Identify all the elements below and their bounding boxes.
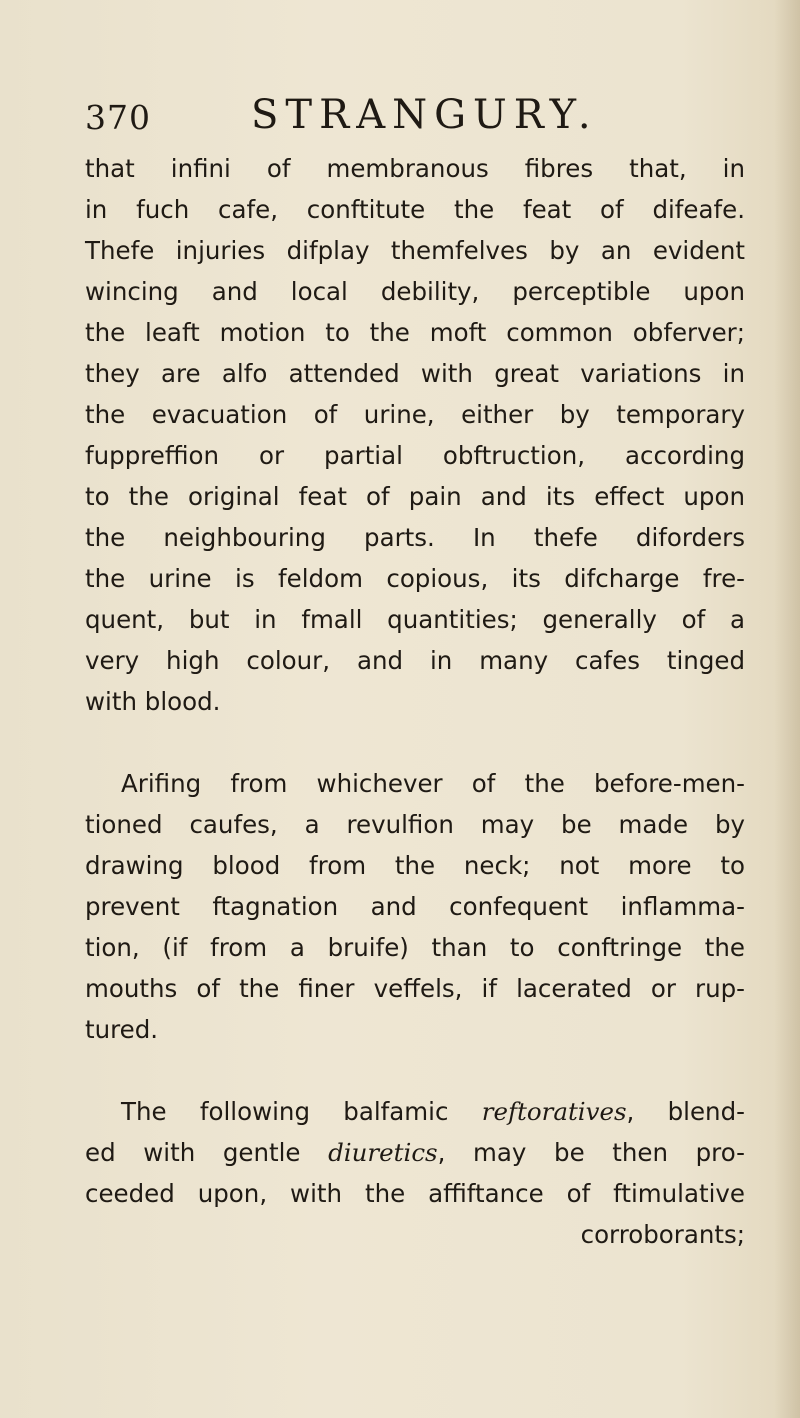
text-line: tured. — [85, 1015, 159, 1044]
text-line: mouths of the finer veffels, if lacerated or rup- — [85, 974, 745, 1003]
page-header — [85, 92, 745, 142]
page-edge-shadow — [774, 0, 800, 1418]
body-text — [85, 148, 745, 1255]
text-line: that infini of membranous fibres that, in — [85, 154, 745, 183]
text-line: the leaft motion to the moft common obferver; — [85, 318, 745, 347]
text-line: Thefe injuries difplay themfelves by an evident — [85, 236, 745, 265]
text-line: the neighbouring parts. In thefe diforders — [85, 523, 745, 552]
text-line: the evacuation of urine, either by temporary — [85, 400, 745, 429]
text-line: drawing blood from the neck; not more to — [85, 851, 745, 880]
text-line: wincing and local debility, perceptible upon — [85, 277, 745, 306]
text-line: prevent ftagnation and confequent inflamma- — [85, 892, 745, 921]
text-line: they are alfo attended with great variations in — [85, 359, 745, 388]
text-line: quent, but in fmall quantities; generally of a — [85, 605, 745, 634]
text-line: in fuch cafe, conftitute the feat of difeafe. — [85, 195, 745, 224]
text-line: very high colour, and in many cafes tinged — [85, 646, 745, 675]
italic-term: reftoratives — [481, 1097, 627, 1126]
paragraph-gap — [85, 722, 745, 763]
text-line: Arifing from whichever of the before-men- — [121, 769, 745, 798]
text-run: , blend- — [626, 1097, 745, 1126]
text-line — [85, 1132, 745, 1173]
text-line: tion, (if from a bruife) than to conftringe the — [85, 933, 745, 962]
text-line: fuppreffion or partial obftruction, according — [85, 441, 745, 470]
catchword: corroborants; — [580, 1220, 745, 1249]
text-line: to the original feat of pain and its effect upon — [85, 482, 745, 511]
text-line: the urine is feldom copious, its difcharge fre- — [85, 564, 745, 593]
page-number: 370 — [85, 98, 151, 137]
text-run: The following balfamic — [121, 1097, 482, 1126]
text-line — [85, 1091, 745, 1132]
italic-term: diuretics — [328, 1138, 438, 1167]
text-run: ed with gentle — [85, 1138, 329, 1167]
text-line: tioned caufes, a revulfion may be made by — [85, 810, 745, 839]
text-line: with blood. — [85, 687, 221, 716]
paragraph-gap — [85, 1050, 745, 1091]
text-line: ceeded upon, with the affiftance of ftimulative — [85, 1179, 745, 1208]
text-run: , may be then pro- — [437, 1138, 745, 1167]
running-head: STRANGURY. — [251, 92, 598, 138]
